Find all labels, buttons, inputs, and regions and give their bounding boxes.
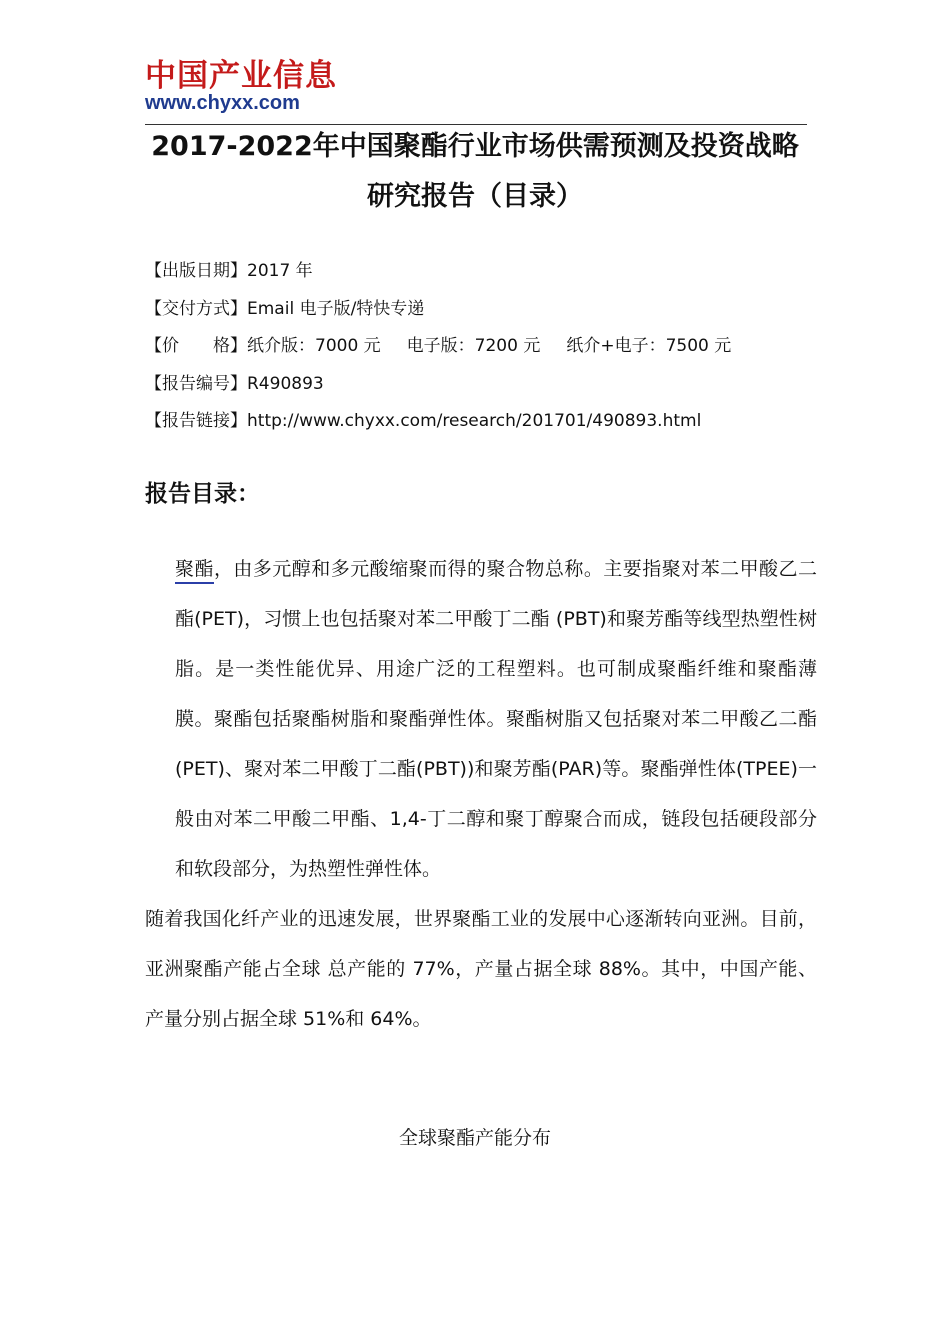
price-paper: 纸介版：7000 元: [247, 336, 381, 356]
meta-publish-date: [145, 253, 845, 291]
price-both: 纸介+电子：7500 元: [566, 336, 732, 356]
meta-label: 【价 格】: [145, 336, 247, 356]
site-logo[interactable]: [145, 58, 355, 114]
report-title-line1: 2017-2022年中国聚酯行业市场供需预测及投资战略: [151, 131, 799, 162]
meta-report-no: [145, 366, 845, 404]
logo-url: www.chyxx.com: [145, 92, 300, 114]
report-meta: [145, 253, 845, 441]
report-link[interactable]: http://www.chyxx.com/research/201701/490893.html: [247, 411, 702, 431]
section-heading: 报告目录：: [145, 481, 260, 507]
meta-label: 【交付方式】: [145, 298, 247, 319]
price-electronic: 电子版：7200 元: [406, 336, 541, 356]
meta-value: Email 电子版/特快专递: [247, 298, 425, 319]
paragraph-2: 随着我国化纤产业的迅速发展，世界聚酯工业的发展中心逐渐转向亚洲。目前，亚洲聚酯产能占全球 总产能的 77%，产量占据全球 88%。其中，中国产能、产量分别占据全球 51%和 64%。: [145, 908, 817, 1030]
meta-label: 【出版日期】: [145, 261, 247, 281]
meta-label: 【报告编号】: [145, 373, 247, 394]
meta-value: 2017 年: [247, 261, 313, 281]
report-title-line2: 研究报告（目录）: [367, 181, 583, 212]
logo-name: 中国产业信息: [145, 58, 337, 94]
paragraph-1-text: ，由多元醇和多元酸缩聚而得的聚合物总称。主要指聚对苯二甲酸乙二酯(PET)，习惯上也包括聚对苯二甲酸丁二酯 (PBT)和聚芳酯等线型热塑性树脂。是一类性能优异、用途广泛的工程塑料。也可制成聚酯纤维和聚酯薄膜。聚酯包括聚酯树脂和聚酯弹性体。聚酯树脂又包括聚对苯二甲酸乙二酯(PET)、聚对苯二甲酸丁二酯(PBT))和聚芳酯(PAR)等。聚酯弹性体(TPEE)一般由对苯二甲酸二甲酯、1,4-丁二醇和聚丁醇聚合而成，链段包括硬段部分和软段部分，为热塑性弹性体。: [175, 558, 817, 880]
figure-caption: 全球聚酯产能分布: [398, 1127, 551, 1149]
body-text: [145, 544, 817, 1044]
polyester-link[interactable]: 聚酯: [175, 558, 214, 584]
meta-delivery: [145, 291, 845, 329]
meta-price: [145, 328, 845, 366]
report-title: [140, 122, 810, 222]
meta-value: R490893: [247, 373, 324, 394]
paragraph-1: [145, 544, 817, 894]
meta-label: 【报告链接】: [145, 411, 247, 431]
meta-report-link: [145, 403, 845, 441]
